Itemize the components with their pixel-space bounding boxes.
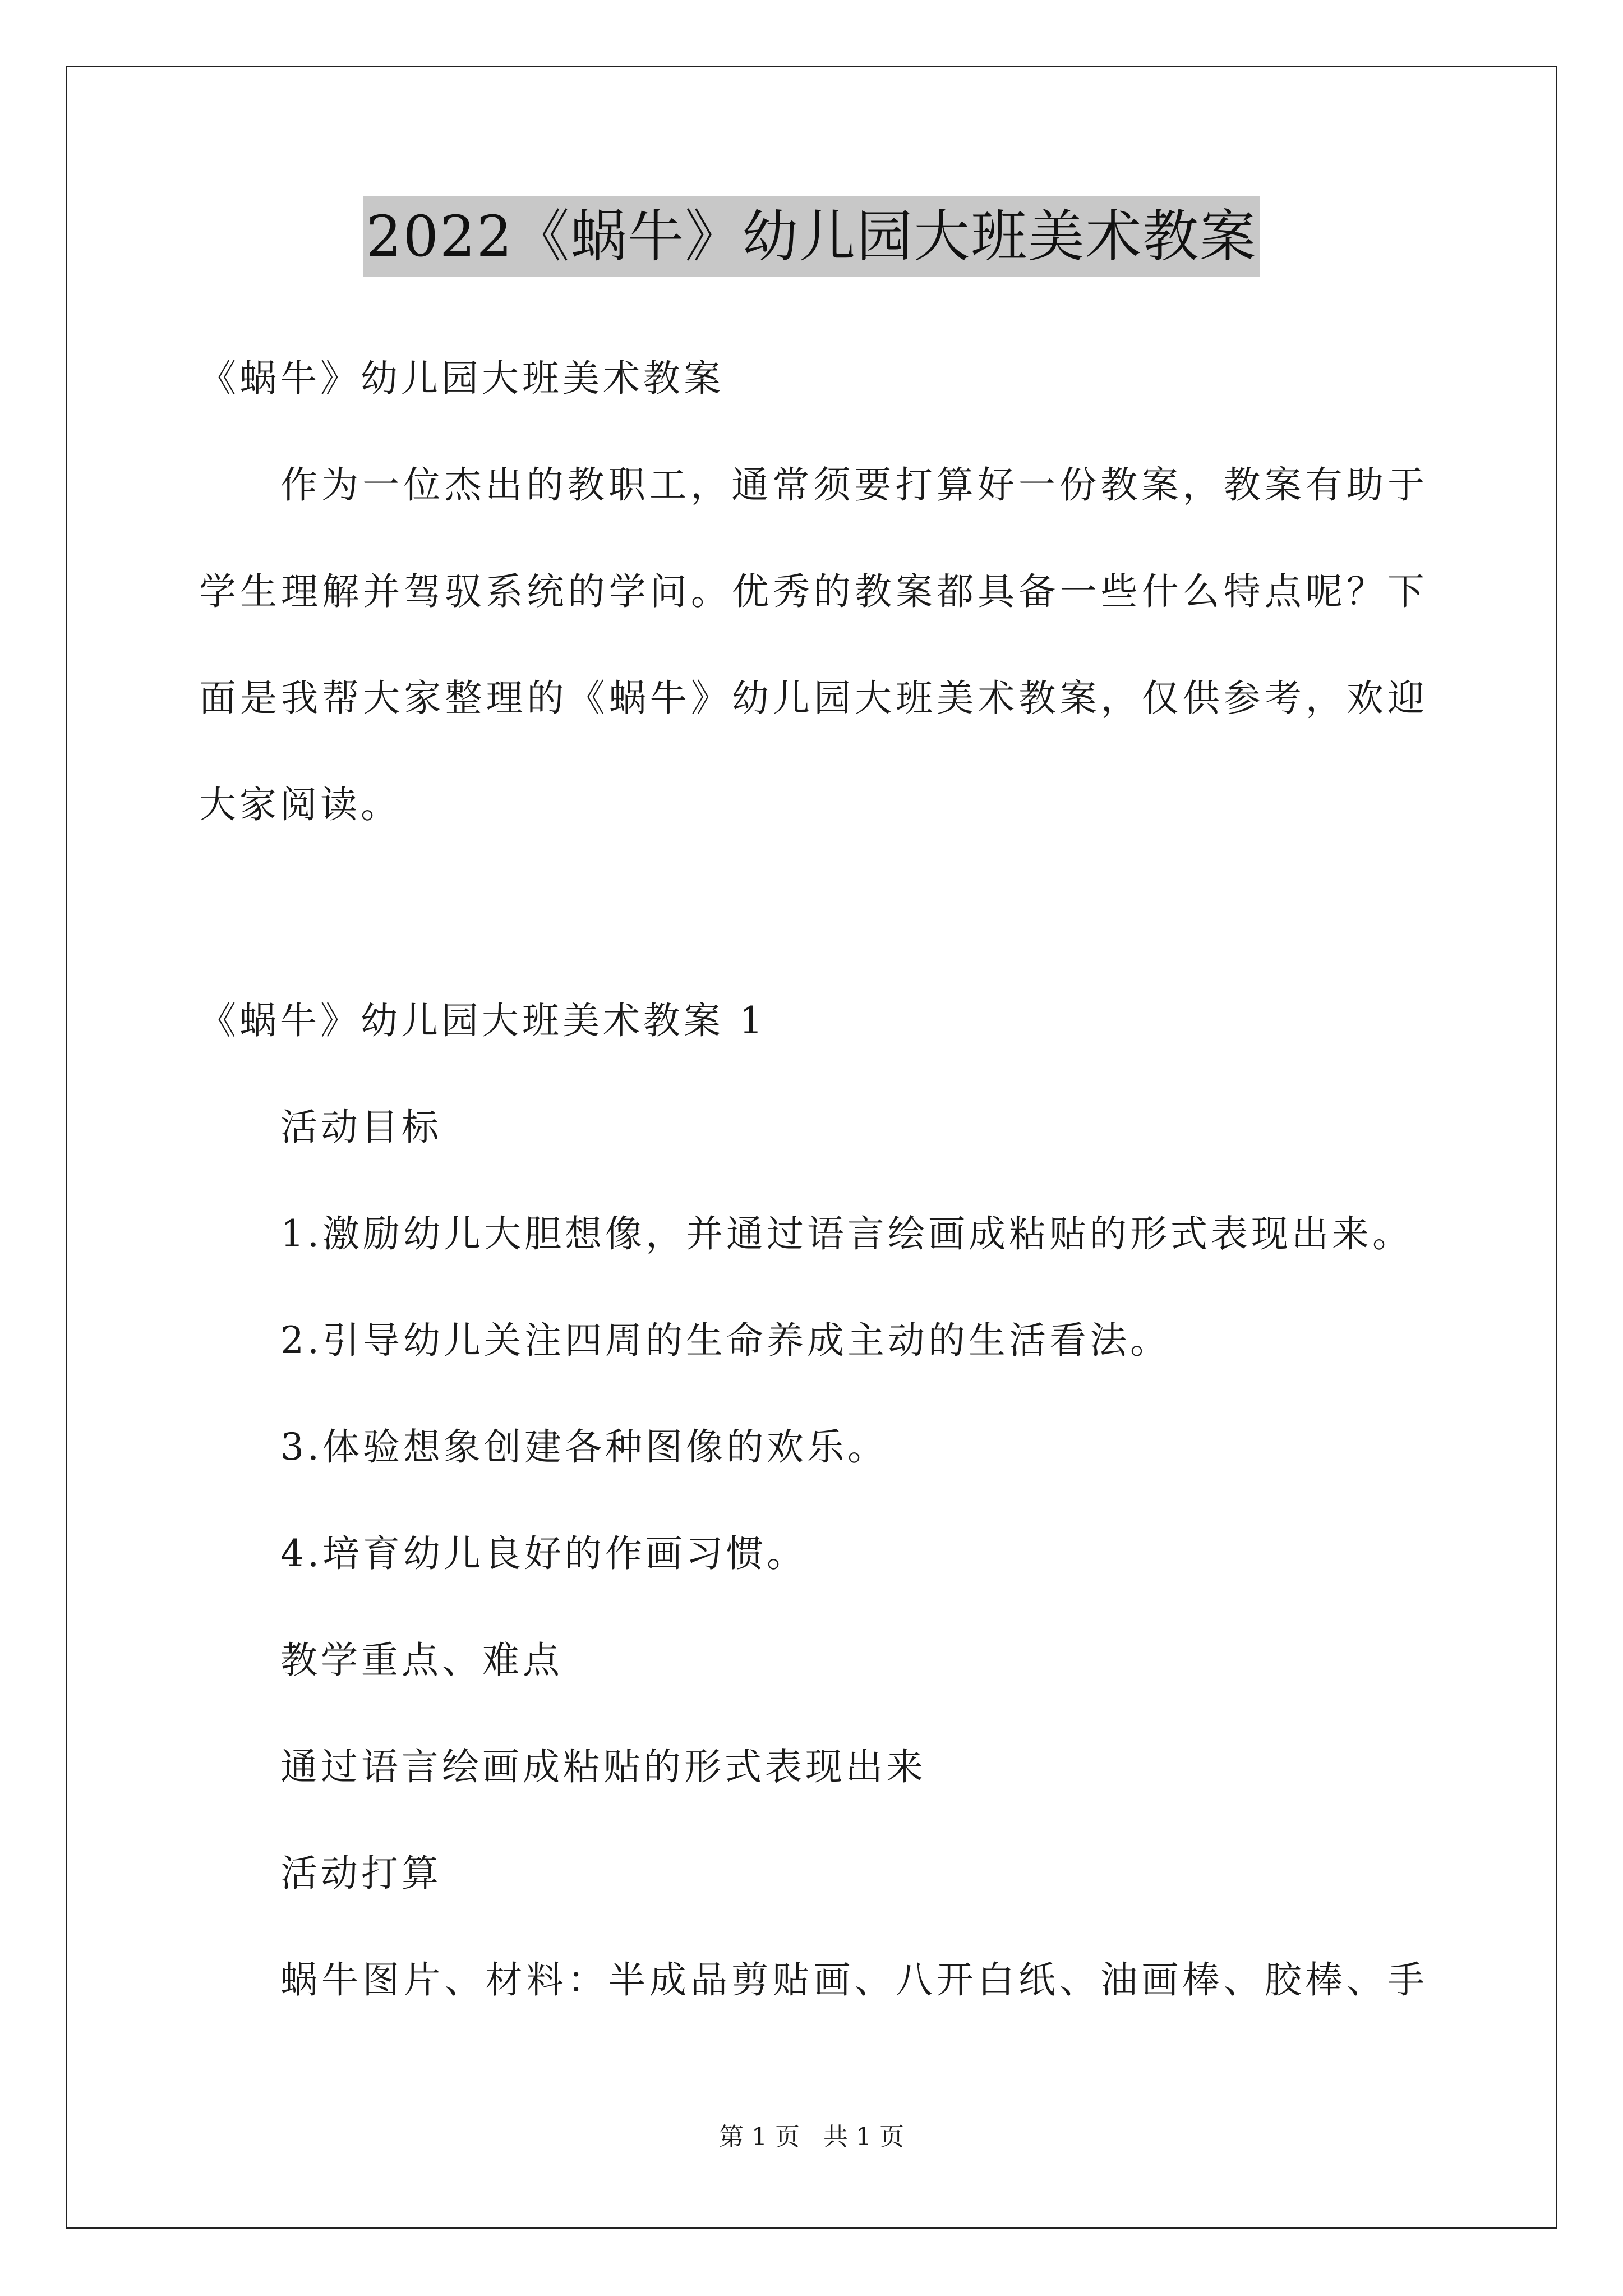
title-container <box>0 196 1623 277</box>
key-points-text: 通过语言绘画成粘贴的形式表现出来 <box>280 1745 926 1788</box>
document-subtitle: 《蜗牛》幼儿园大班美术教案 <box>199 357 724 400</box>
goal-item-1: 1.激励幼儿大胆想像，并通过语言绘画成粘贴的形式表现出来。 <box>280 1212 1413 1255</box>
goal-item-4: 4.培育幼儿良好的作画习惯。 <box>280 1532 807 1575</box>
document-title: 2022《蜗牛》幼儿园大班美术教案 <box>363 196 1261 277</box>
goals-heading: 活动目标 <box>280 1106 442 1149</box>
preparation-heading: 活动打算 <box>280 1852 442 1895</box>
intro-line-1: 作为一位杰出的教职工，通常须要打算好一份教案，教案有助于 <box>280 463 1424 507</box>
intro-line-2: 学生理解并驾驭系统的学问。优秀的教案都具备一些什么特点呢？下 <box>199 570 1424 613</box>
preparation-text: 蜗牛图片、材料：半成品剪贴画、八开白纸、油画棒、胶棒、手 <box>280 1958 1424 2001</box>
page-footer <box>0 2120 1623 2154</box>
goal-item-3: 3.体验想象创建各种图像的欢乐。 <box>280 1425 888 1469</box>
section-heading: 《蜗牛》幼儿园大班美术教案 1 <box>199 999 766 1042</box>
page-number-total: 共 1 页 <box>823 2123 904 2151</box>
page-number-current: 第 1 页 <box>719 2123 800 2151</box>
intro-line-4: 大家阅读。 <box>199 783 401 826</box>
goal-item-2: 2.引导幼儿关注四周的生命养成主动的生活看法。 <box>280 1319 1170 1362</box>
intro-line-3: 面是我帮大家整理的《蜗牛》幼儿园大班美术教案，仅供参考，欢迎 <box>199 677 1424 720</box>
key-points-heading: 教学重点、难点 <box>280 1639 563 1682</box>
